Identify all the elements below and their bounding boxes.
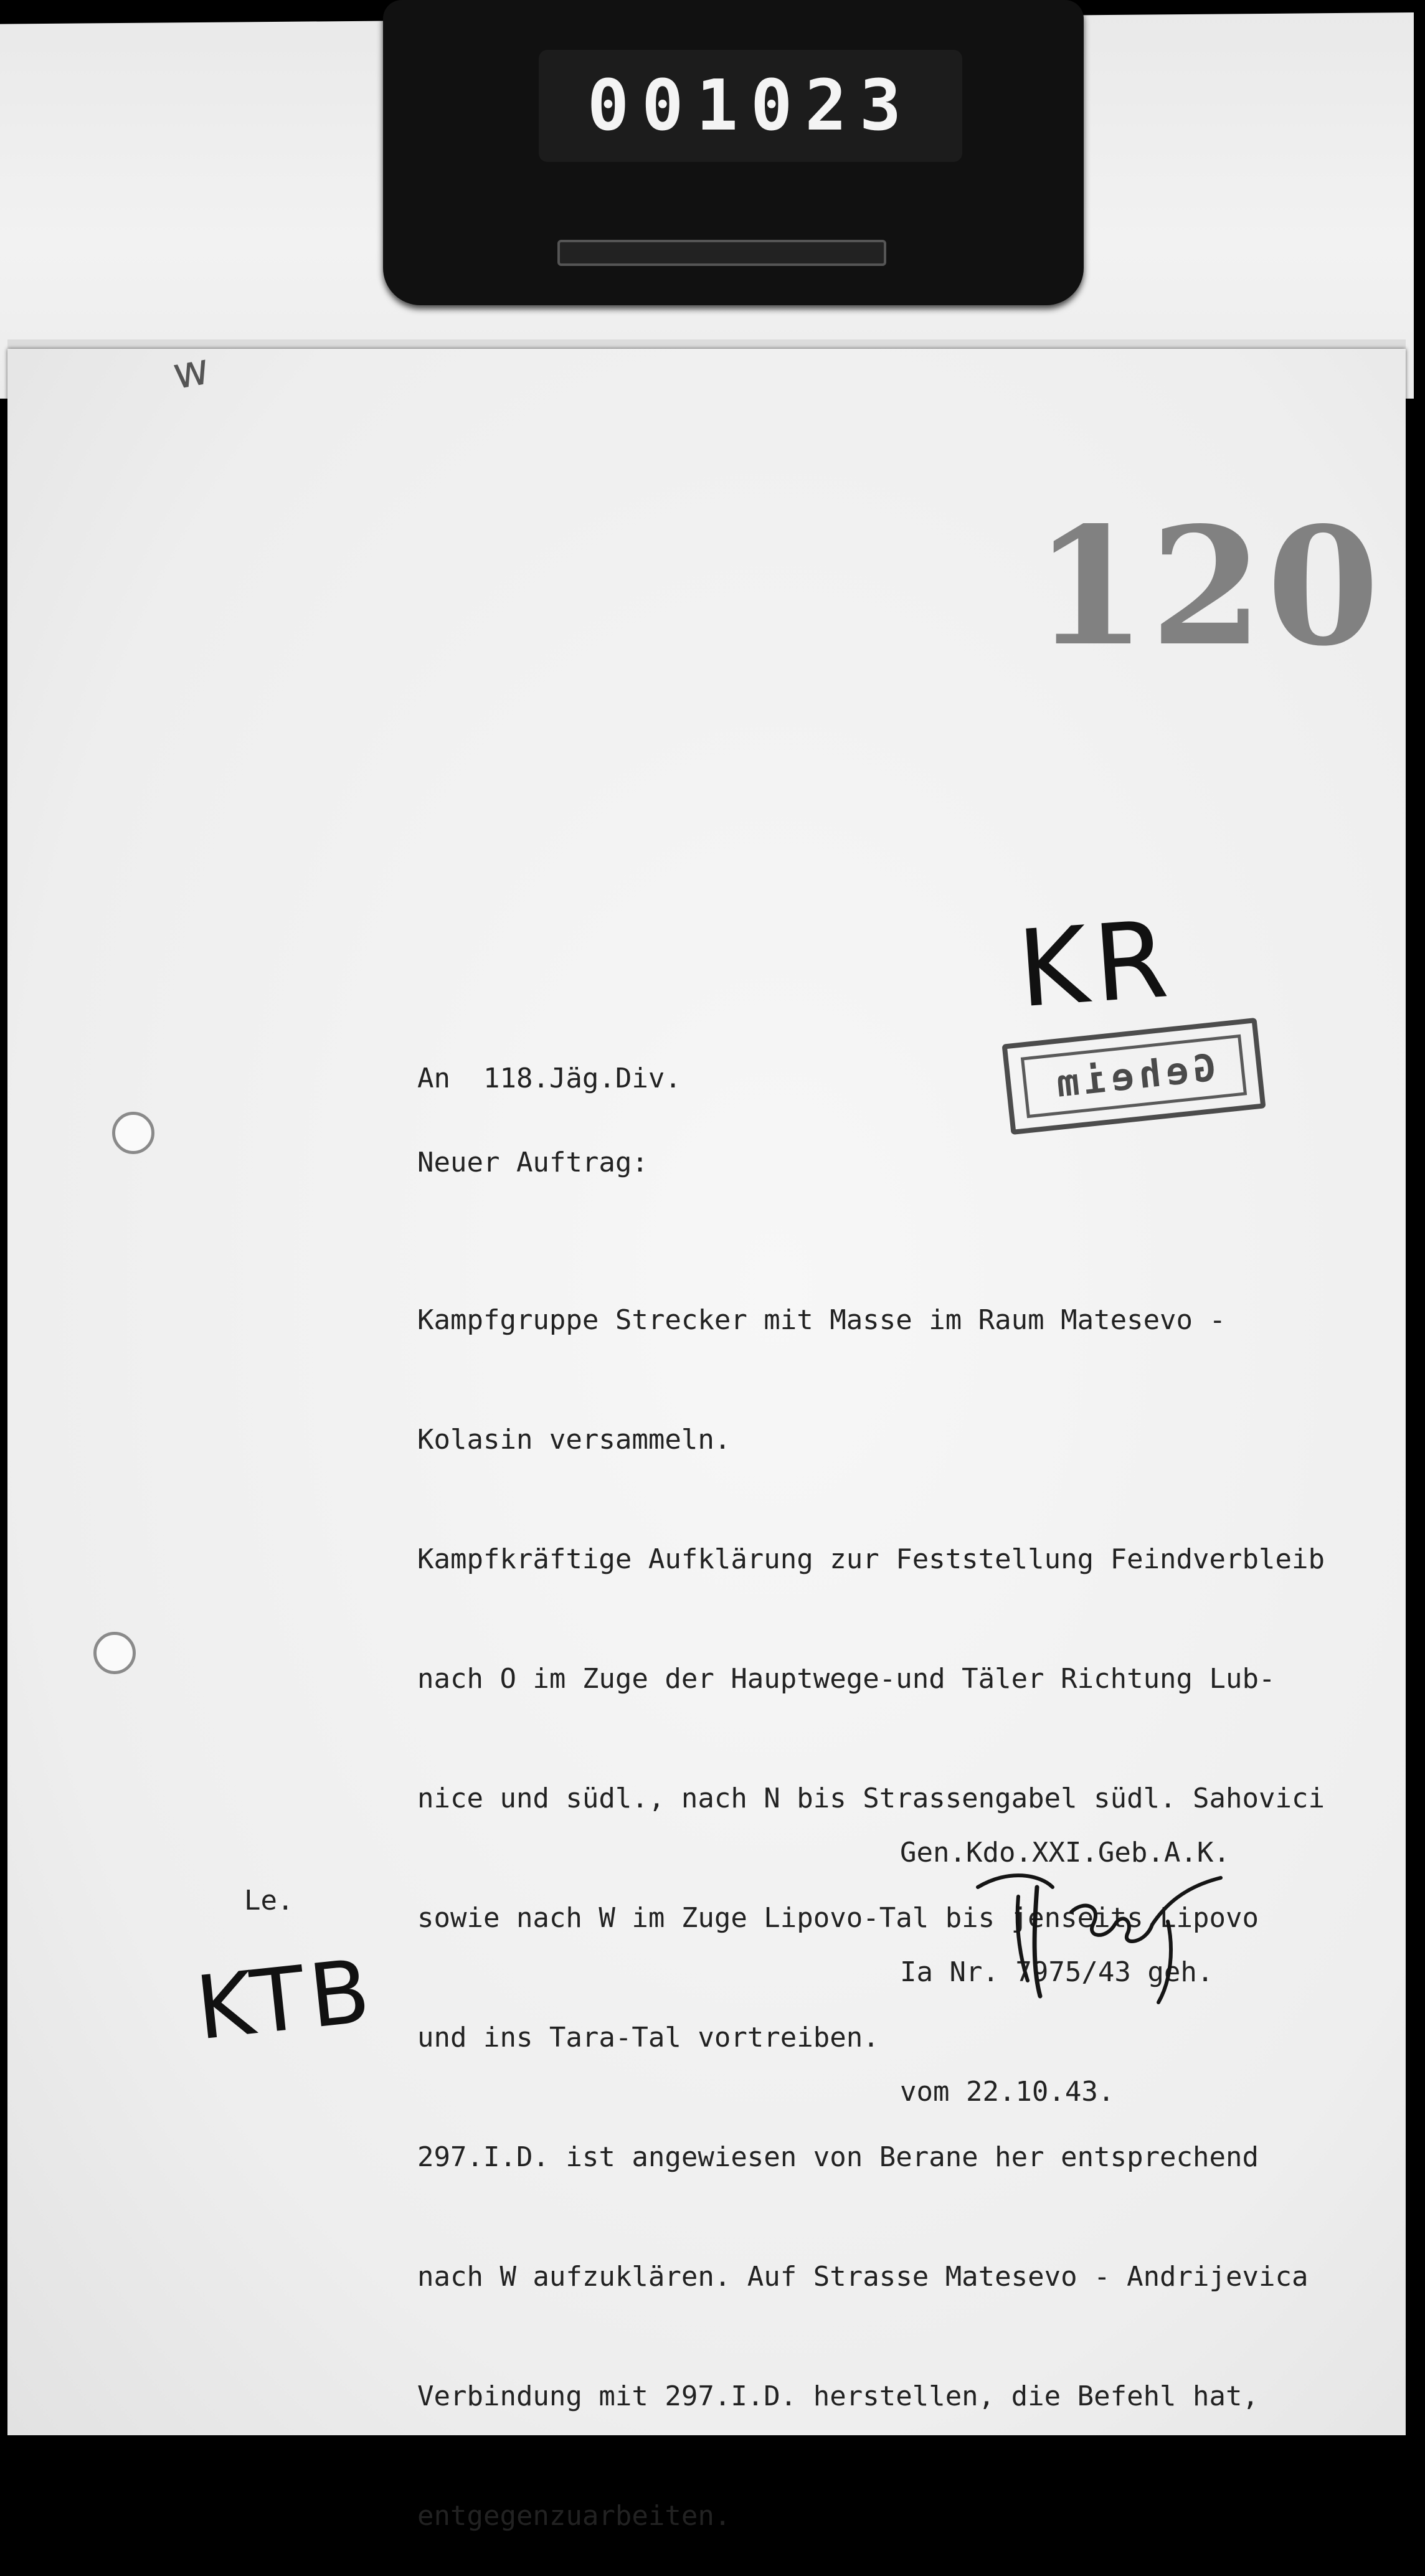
- punch-hole-bottom: [93, 1632, 136, 1674]
- sender-reference: Ia Nr. 7975/43 geh.: [900, 1956, 1214, 1988]
- counter-window: [539, 50, 962, 162]
- corner-handwritten-mark: w: [169, 343, 213, 400]
- frame-counter: [383, 0, 1084, 305]
- body-line: entgegenzuarbeiten.: [417, 2500, 731, 2532]
- body-line: Kampfgruppe Strecker mit Masse im Raum Matesevo -: [417, 1304, 1226, 1336]
- body-line: Kampfkräftige Aufklärung zur Feststellung Feindverbleib: [417, 1543, 1325, 1575]
- page-number-stamp: 120: [1034, 492, 1383, 682]
- subject-line: Neuer Auftrag:: [417, 1147, 648, 1178]
- counter-digits: 001023: [587, 65, 914, 146]
- geheim-stamp-text: Geheim: [1049, 1046, 1218, 1107]
- counter-slot: [557, 240, 886, 266]
- handwritten-kr: KR: [1014, 897, 1178, 1032]
- addressee-line: An 118.Jäg.Div.: [417, 1063, 681, 1094]
- initials-le: Le.: [244, 1885, 294, 1916]
- body-line: und ins Tara-Tal vortreiben.: [417, 2022, 879, 2053]
- body-line: Verbindung mit 297.I.D. herstellen, die Befehl hat,: [417, 2380, 1259, 2412]
- body-line: Kolasin versammeln.: [417, 1424, 731, 1456]
- handwritten-ktb: KTB: [191, 1940, 380, 2060]
- body-line: nice und südl., nach N bis Strassengabel südl. Sahovici: [417, 1783, 1325, 1814]
- sender-unit: Gen.Kdo.XXI.Geb.A.K.: [900, 1837, 1230, 1868]
- handwritten-signature: [959, 1862, 1258, 2012]
- body-line: nach W aufzuklären. Auf Strasse Matesevo - Andrijevica: [417, 2261, 1309, 2293]
- body-line: sowie nach W im Zuge Lipovo-Tal bis jenseits Lipovo: [417, 1902, 1259, 1934]
- sender-date: vom 22.10.43.: [900, 2076, 1115, 2108]
- body-line: nach O im Zuge der Hauptwege-und Täler Richtung Lub-: [417, 1663, 1276, 1695]
- body-line: 297.I.D. ist angewiesen von Berane her entsprechend: [417, 2141, 1259, 2173]
- geheim-stamp-inner: [1021, 1035, 1247, 1119]
- punch-hole-top: [112, 1112, 154, 1154]
